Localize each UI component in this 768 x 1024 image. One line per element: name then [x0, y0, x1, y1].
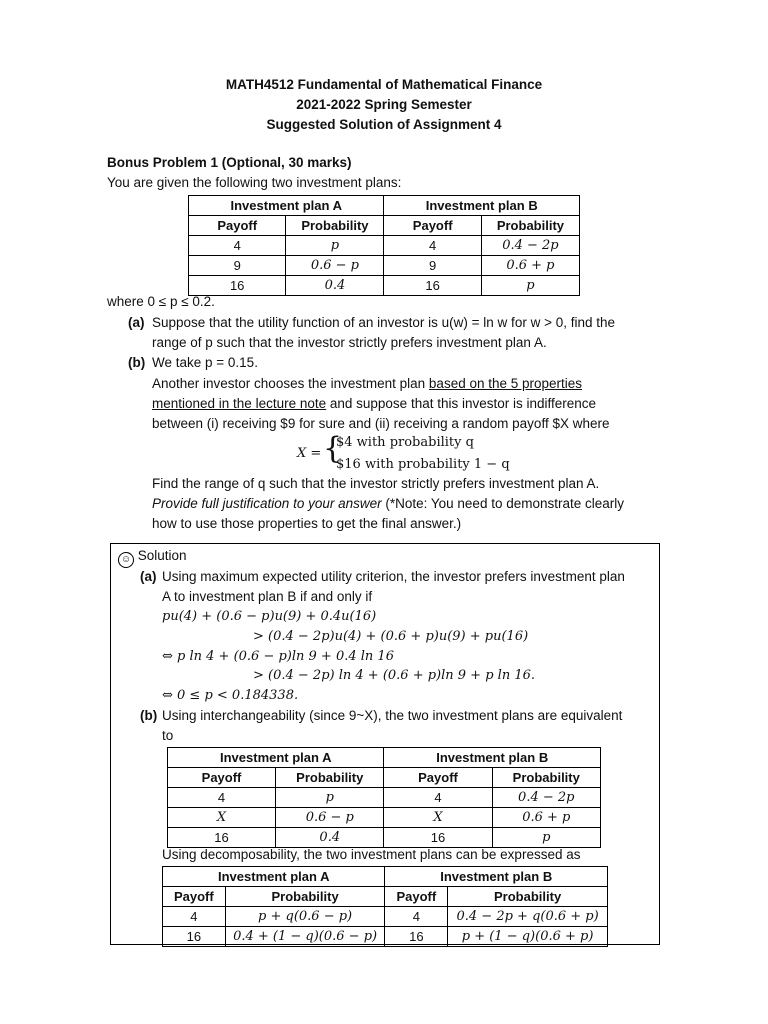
- table-cell: 4: [385, 907, 448, 927]
- text-fragment: Another investor chooses the investment plan: [152, 376, 429, 391]
- underlined-text: based on the 5 properties: [428, 376, 583, 391]
- plan-b-header: Investment plan B: [385, 867, 608, 887]
- table-cell: 16: [168, 828, 276, 848]
- table-cell: 4: [384, 788, 492, 808]
- probability-header: Probability: [286, 216, 384, 236]
- x-case-2: $16 with probability 1 − q: [336, 457, 510, 472]
- p-constraint: where 0 ≤ p ≤ 0.2.: [107, 294, 215, 309]
- probability-header: Probability: [225, 887, 385, 907]
- probability-header: Probability: [448, 887, 608, 907]
- table-cell: X: [168, 808, 276, 828]
- table-cell: 0.4 − 2p: [492, 788, 600, 808]
- table-cell: 16: [385, 927, 448, 947]
- table-row: [168, 808, 601, 828]
- payoff-header: Payoff: [385, 887, 448, 907]
- problem-intro: You are given the following two investment plans:: [107, 175, 402, 190]
- semester: 2021-2022 Spring Semester: [296, 97, 472, 112]
- equation-line-3: ⇔ p ln 4 + (0.6 − p)ln 9 + 0.4 ln 16: [162, 649, 394, 664]
- italic-text: Provide full justification to your answer: [152, 496, 382, 511]
- solution-a-line2: A to investment plan B if and only if: [162, 589, 373, 604]
- smiley-icon: ☺: [118, 552, 134, 568]
- table-cell: X: [384, 808, 492, 828]
- course-title: MATH4512 Fundamental of Mathematical Finance: [225, 77, 543, 92]
- part-b-line6: [152, 494, 624, 514]
- solution-a-line1: Using maximum expected utility criterion, the investor prefers investment plan: [162, 569, 625, 584]
- equation-line-4: > (0.4 − 2p) ln 4 + (0.6 + p)ln 9 + p ln 16.: [253, 668, 535, 683]
- table-cell: 16: [384, 276, 481, 296]
- plan-b-header: Investment plan B: [384, 748, 601, 768]
- decomposability-text: Using decomposability, the two investment plans can be expressed as: [162, 847, 581, 862]
- probability-header: Probability: [492, 768, 600, 788]
- solution-title: Solution: [137, 548, 187, 563]
- table-cell: p: [276, 788, 384, 808]
- table-cell: 9: [384, 256, 481, 276]
- table-cell: 0.4: [276, 828, 384, 848]
- table-cell: 0.6 − p: [276, 808, 384, 828]
- table-cell: p + q(0.6 − p): [225, 907, 385, 927]
- investment-plans-table: [188, 195, 580, 296]
- solution-a-label: (a): [140, 569, 157, 584]
- table-row: [163, 927, 608, 947]
- table-cell: 4: [168, 788, 276, 808]
- table-cell: 4: [384, 236, 481, 256]
- part-b-line3: [152, 394, 596, 414]
- table-cell: p: [481, 276, 579, 296]
- table-cell: p: [492, 828, 600, 848]
- table-row: [168, 788, 601, 808]
- probability-header: Probability: [481, 216, 579, 236]
- table-cell: p + (1 − q)(0.6 + p): [448, 927, 608, 947]
- equivalent-plans-table: [167, 747, 601, 848]
- payoff-header: Payoff: [189, 216, 286, 236]
- plan-b-header: Investment plan B: [384, 196, 580, 216]
- part-a-line1: Suppose that the utility function of an investor is u(w) = ln w for w > 0, find the: [152, 315, 615, 330]
- text-fragment: and suppose that this investor is indifference: [326, 396, 597, 411]
- table-cell: 16: [189, 276, 286, 296]
- part-a-label: (a): [128, 315, 145, 330]
- payoff-header: Payoff: [384, 768, 492, 788]
- plan-a-header: Investment plan A: [163, 867, 385, 887]
- plan-a-header: Investment plan A: [168, 748, 384, 768]
- solution-heading: [118, 546, 187, 568]
- table-cell: 0.4 + (1 − q)(0.6 − p): [225, 927, 385, 947]
- payoff-header: Payoff: [163, 887, 226, 907]
- table-cell: 0.4 − 2p: [481, 236, 579, 256]
- part-a-line2: range of p such that the investor strictly prefers investment plan A.: [152, 335, 547, 350]
- brace-symbol: {: [323, 431, 343, 466]
- solution-b-label: (b): [140, 708, 158, 723]
- table-cell: 16: [384, 828, 492, 848]
- table-cell: 0.4 − 2p + q(0.6 + p): [448, 907, 608, 927]
- part-b-line7: how to use those properties to get the final answer.): [152, 516, 462, 531]
- table-row: [163, 907, 608, 927]
- table-row: [189, 276, 580, 296]
- underlined-text: mentioned in the lecture note: [152, 396, 327, 411]
- assignment-title: Suggested Solution of Assignment 4: [266, 117, 502, 132]
- equation-line-2: > (0.4 − 2p)u(4) + (0.6 + p)u(9) + pu(16): [253, 629, 529, 644]
- solution-b-line1: Using interchangeability (since 9~X), the two investment plans are equivalent: [162, 708, 623, 723]
- part-b-line1: We take p = 0.15.: [152, 355, 258, 370]
- problem-title: Bonus Problem 1 (Optional, 30 marks): [107, 155, 352, 170]
- plan-a-header: Investment plan A: [189, 196, 384, 216]
- table-cell: 9: [189, 256, 286, 276]
- table-cell: p: [286, 236, 384, 256]
- table-cell: 4: [163, 907, 226, 927]
- part-b-line5: Find the range of q such that the investor strictly prefers investment plan A.: [152, 476, 600, 491]
- probability-header: Probability: [276, 768, 384, 788]
- table-cell: 0.6 − p: [286, 256, 384, 276]
- table-row: [189, 256, 580, 276]
- equation-line-1: pu(4) + (0.6 − p)u(9) + 0.4u(16): [162, 609, 377, 624]
- table-row: [189, 236, 580, 256]
- payoff-header: Payoff: [168, 768, 276, 788]
- part-b-line2: [152, 374, 582, 394]
- document-header: [0, 75, 768, 135]
- text-fragment: (*Note: You need to demonstrate clearly: [381, 496, 625, 511]
- part-b-line4: between (i) receiving $9 for sure and (ii) receiving a random payoff $X where: [152, 416, 610, 431]
- solution-b-line2: to: [162, 728, 174, 743]
- table-cell: 0.6 + p: [492, 808, 600, 828]
- table-cell: 16: [163, 927, 226, 947]
- equation-line-5: ⇔ 0 ≤ p < 0.184338.: [162, 688, 299, 703]
- table-cell: 0.4: [286, 276, 384, 296]
- part-b-label: (b): [128, 355, 146, 370]
- x-definition-lhs: X =: [297, 446, 322, 461]
- decomposed-plans-table: [162, 866, 608, 947]
- table-cell: 0.6 + p: [481, 256, 579, 276]
- table-cell: 4: [189, 236, 286, 256]
- payoff-header: Payoff: [384, 216, 481, 236]
- x-case-1: $4 with probability q: [336, 435, 474, 450]
